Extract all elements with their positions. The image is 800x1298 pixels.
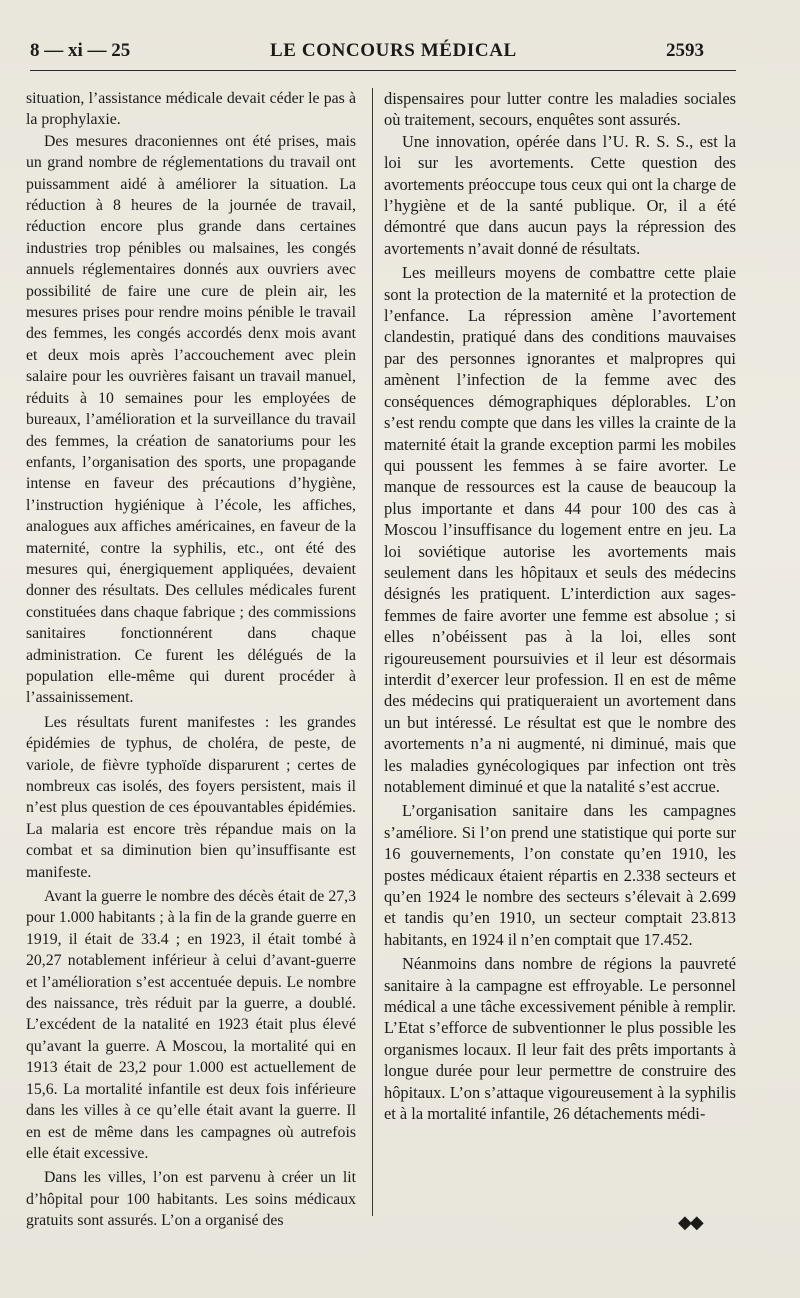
paragraph: L’organisation sanitaire dans les campagnes s’améliore. Si l’on prend une statistique qui porte sur 16 gouvernements, l’on constate qu’en 1910, les postes médicaux étaient répartis en 2.338 secteurs et qu’en 1924 le nombre des secteurs s’élevait à 2.699 et tandis qu’en 1910, un secteur comptait 23.813 habitants, en 1924 il n’en comptait que 17.452. <box>384 801 736 949</box>
page-header <box>30 40 704 68</box>
paragraph: Néanmoins dans nombre de régions la pauvreté sanitaire à la campagne est effroyable. Le personnel médical a une tâche excessivement pénible à remplir. L’Etat s’efforce de subventionner le plus possible les organismes locaux. Il leur fait des prêts importants à longue durée pour leur permettre de construire des hôpitaux. L’on s’attaque vigoureusement à la syphilis et à la mortalité infantile, 26 détachements médi- <box>384 954 736 1124</box>
paragraph: Les meilleurs moyens de combattre cette plaie sont la protection de la maternité et la protection de l’enfance. La répression amène l’avortement clandestin, pratiqué dans des conditions mauvaises par des personnes ignorantes et malpropres qui amènent l’infection de la femme avec des conséquences démographiques déplorables. L’on s’est rendu compte que dans les villes la crainte de la maternité était la grande exception parmi les mobiles qui poussent les femmes à se faire avorter. Le manque de ressources est la cause de beaucoup la plus importante et dans 44 pour 100 des cas à Moscou l’insuffisance du logement entre en jeu. La loi soviétique autorise les avortements mais seulement dans les hôpitaux et seuls des médecins désignés les pratiquent. L’interdiction aux sages-femmes de faire avorter une femme est absolue ; si elles n’obéissent pas à la loi, elles sont rigoureusement poursuivies et il leur est désormais interdit d’exercer leur profession. Il en est de même des médecins qui pratiqueraient un avortement dans un but intéressé. Le résultat est que le nombre des avortements n’a ni augmenté, ni diminué, mais que les maladies gynécologiques par infection ont très notablement diminué et que la natalité s’est accrue. <box>384 263 736 796</box>
paragraph: dispensaires pour lutter contre les maladies sociales où traitement, secours, enquêtes sont assurés. <box>384 89 736 130</box>
paragraph: Les résultats furent manifestes : les grandes épidémies de typhus, de choléra, de peste, de variole, de fièvre typhoïde disparurent ; certes de nombreux cas isolés, des foyers persistent, mais il n’est plus question de ces épouvantables épidémies. La malaria est encore très répandue mais on la combat et sa diminution bien qu’insuffisante est manifeste. <box>26 713 356 881</box>
right-column <box>384 88 736 1125</box>
ornament-icon: ◆◆ <box>678 1212 702 1232</box>
column-separator <box>372 88 373 1216</box>
header-rule <box>30 70 736 71</box>
paragraph: Des mesures draconiennes ont été prises, mais un grand nombre de réglementations du travail ont puissamment aidé à améliorer la situation. La réduction à 8 heures de la journée de travail, réduction encore plus grande dans certaines industries trop pénibles ou malsaines, les congés annuels réglementaires donnés aux ouvriers avec possibilité de faire une cure de plein air, les mesures prises pour rendre moins pénible le travail des femmes, les congés accordés denx mois avant et deux mois après l’accouchement avec plein salaire pour les ouvrières faisant un travail manuel, réduits à 10 semaines pour les employées de bureaux, l’amélioration et la surveillance du travail des femmes, la création de sanatoriums pour les enfants, l’organisation des sports, une propagande intense en faveur des précautions d’hygiène, l’instruction hygiénique à l’école, les affiches, analogues aux affiches américaines, en faveur de la maternité, contre la syphilis, etc., ont été des mesures qui, énergiquement appliquées, devaient donner des résultats. Des cellules médicales furent constituées dans chaque fabrique ; des commissions sanitaires fonctionnérent dans chaque administration. Ce furent les délégués de la population elle-même qui durent procéder à l’assainissement. <box>26 132 356 707</box>
paragraph: Une innovation, opérée dans l’U. R. S. S., est la loi sur les avortements. Cette question des avortements préoccupe tous ceux qui ont la charge de l’hygiène et de la santé publique. Or, il a été démontré que dans aucun pays la répression des avortements n’avait donné de résultats. <box>384 131 736 258</box>
page-number: 2593 <box>666 40 704 61</box>
journal-title: LE CONCOURS MÉDICAL <box>270 40 517 61</box>
issue-date: 8 — xi — 25 <box>30 40 131 61</box>
left-column <box>26 88 356 1232</box>
paragraph: Dans les villes, l’on est parvenu à créer un lit d’hôpital pour 100 habitants. Les soins médicaux gratuits sont assurés. L’on a organisé des <box>26 1169 356 1230</box>
paragraph: situation, l’assistance médicale devait céder le pas à la prophylaxie. <box>26 90 356 129</box>
paragraph: Avant la guerre le nombre des décès était de 27,3 pour 1.000 habitants ; à la fin de la grande guerre en 1919, il était de 33.4 ; en 1923, il était tombé à 20,27 notablement inférieur à celui d’avant-guerre et l’amélioration s’est accentuée depuis. Le nombre des naissance, très réduit par la guerre, a doublé. L’excédent de la natalité en 1923 était plus élevé qu’avant la guerre. A Moscou, la mortalité qui en 1913 était de 23,2 pour 1.000 est actuellement de 15,6. La mortalité infantile est deux fois inférieure dans les villes à ce qu’elle était avant la guerre. Il en est de même dans les campagnes où autrefois elle était excessive. <box>26 888 356 1162</box>
